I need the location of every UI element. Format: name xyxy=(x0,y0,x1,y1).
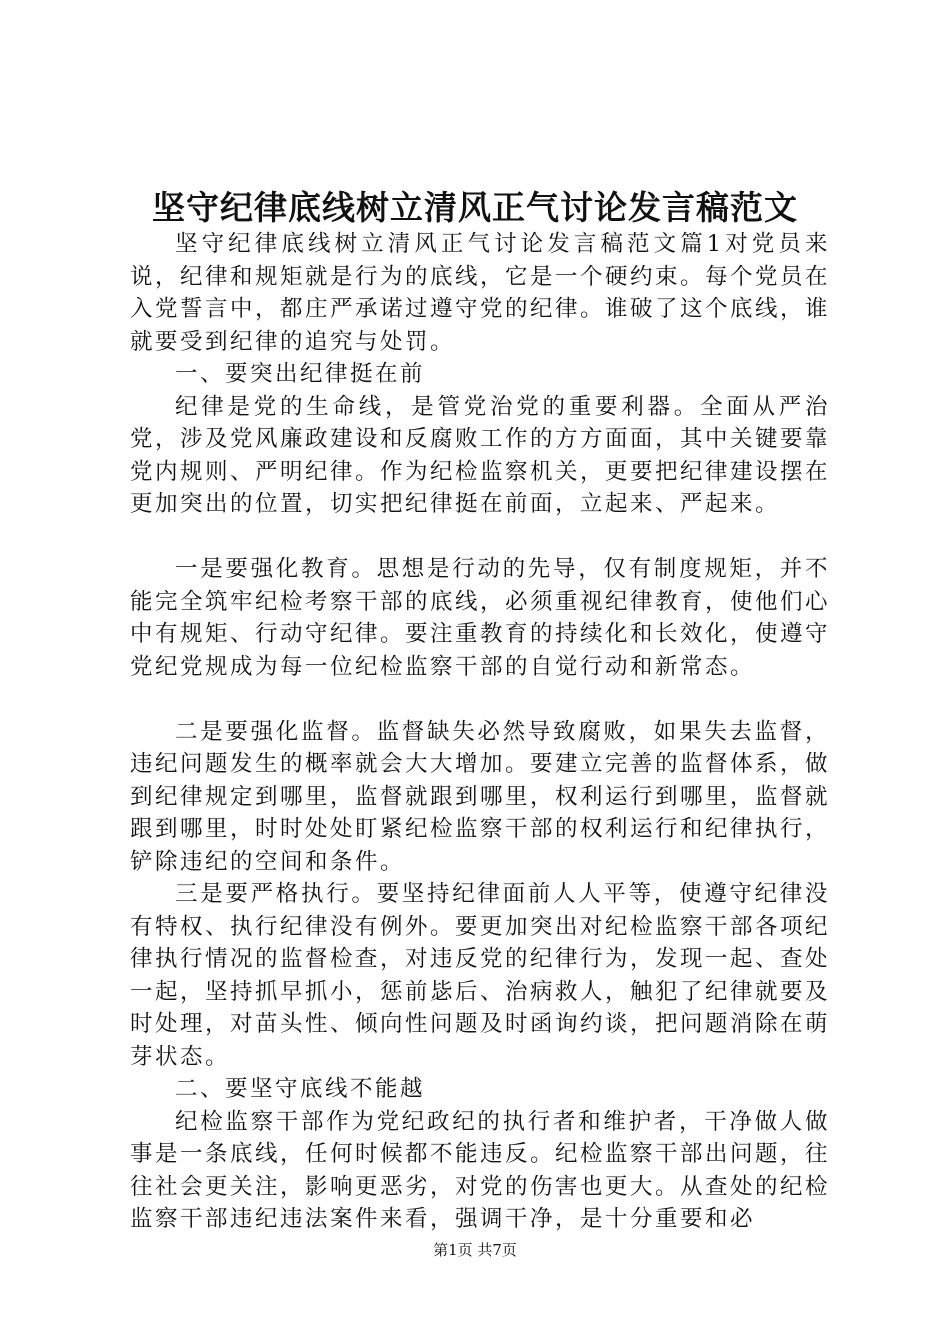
paragraph-intro: 坚守纪律底线树立清风正气讨论发言稿范文篇1对党员来说，纪律和规矩就是行为的底线，它是一个硬约束。每个党员在入党誓言中，都庄严承诺过遵守党的纪律。谁破了这个底线，谁就要受到纪律的追究与处罚。 xyxy=(130,231,831,355)
paragraph-enforcement: 三是要严格执行。要坚持纪律面前人人平等，使遵守纪律没有特权、执行纪律没有例外。要更加突出对纪检监察干部各项纪律执行情况的监督检查，对违反党的纪律行为，发现一起、查处一起，坚持抓早抓小，惩前毖后、治病救人，触犯了纪律就要及时处理，对苗头性、倾向性问题及时函询约谈，把问题消除在萌芽状态。 xyxy=(130,881,831,1070)
paragraph-supervision: 二是要强化监督。监督缺失必然导致腐败，如果失去监督，违纪问题发生的概率就会大大增加。要建立完善的监督体系，做到纪律规定到哪里，监督就跟到哪里，权利运行到哪里，监督就跟到哪里，时时处处盯紧纪检监察干部的权利运行和纪律执行，铲除违纪的空间和条件。 xyxy=(130,718,831,875)
paragraph-bottom-line: 纪检监察干部作为党纪政纪的执行者和维护者，干净做人做事是一条底线，任何时候都不能违反。纪检监察干部出问题，往往社会更关注，影响更恶劣，对党的伤害也更大。从查处的纪检监察干部违纪违法案件来看，强调干净，是十分重要和必 xyxy=(130,1108,831,1232)
page-number: 第1页 共7页 xyxy=(433,1241,517,1259)
document-body xyxy=(130,228,830,1236)
paragraph-education: 一是要强化教育。思想是行动的先导，仅有制度规矩，并不能完全筑牢纪检考察干部的底线，必须重视纪律教育，使他们心中有规矩、行动守纪律。要注重教育的持续化和长效化，使遵守党纪党规成为每一位纪检监察干部的自觉行动和新常态。 xyxy=(130,556,831,680)
section-heading-2: 二、要坚守底线不能越 xyxy=(175,1076,426,1102)
paragraph-discipline: 纪律是党的生命线，是管党治党的重要利器。全面从严治党，涉及党风廉政建设和反腐败工作的方方面面，其中关键要靠党内规则、严明纪律。作为纪检监察机关，更要把纪律建设摆在更加突出的位置，切实把纪律挺在前面，立起来、严起来。 xyxy=(130,393,831,517)
section-heading-1: 一、要突出纪律挺在前 xyxy=(175,361,426,387)
document-title: 坚守纪律底线树立清风正气讨论发言稿范文 xyxy=(152,188,798,227)
